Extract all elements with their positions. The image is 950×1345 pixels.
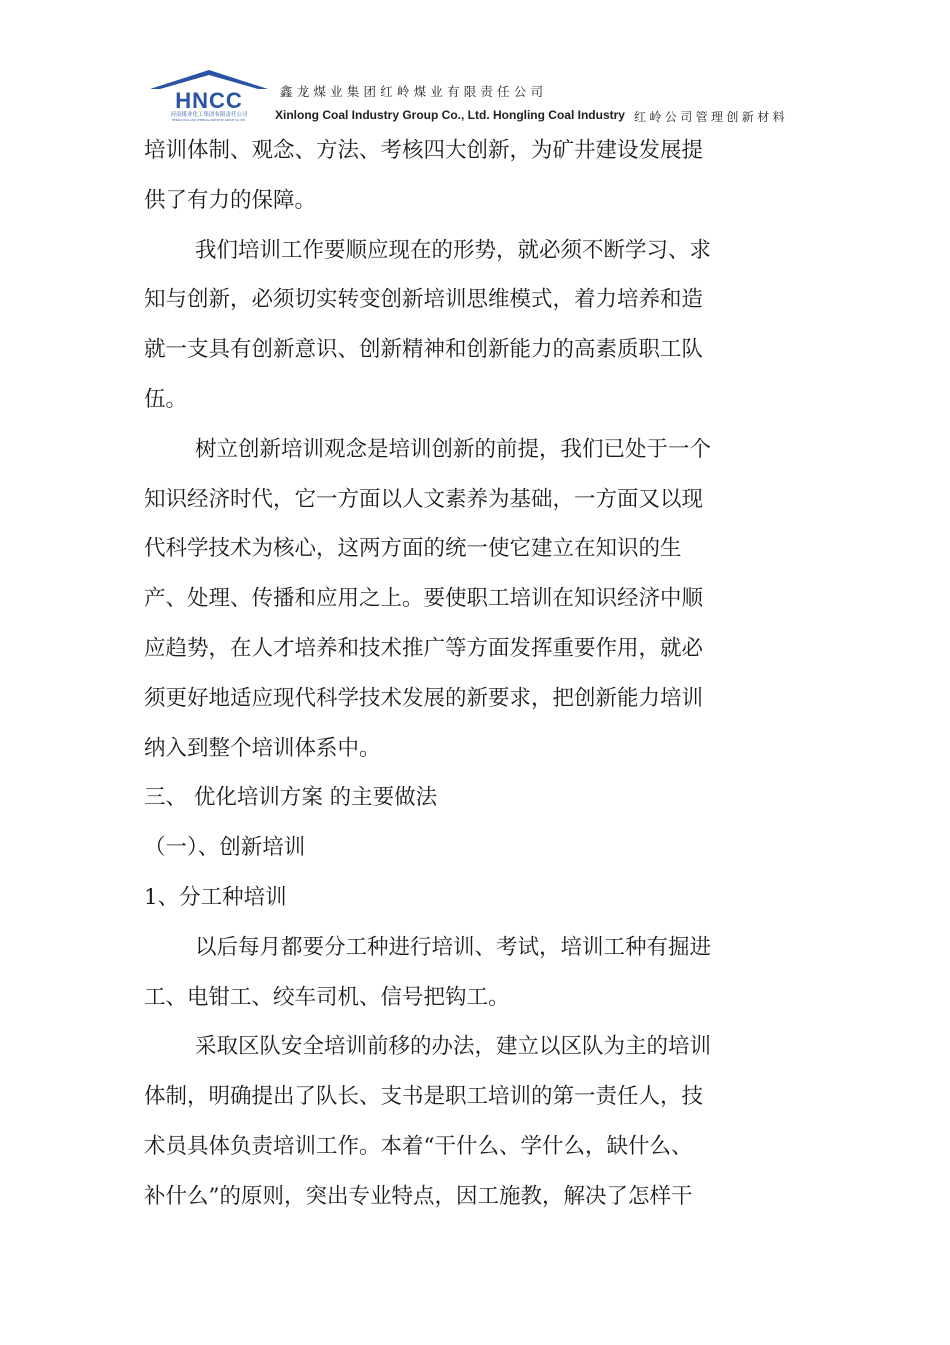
hncc-logo bbox=[146, 70, 272, 122]
item-heading: 1、分工种培训 bbox=[144, 884, 287, 910]
body-line: 产、处理、传播和应用之上。要使职工培训在知识经济中顺 bbox=[144, 586, 704, 612]
body-line: 伍。 bbox=[144, 386, 188, 412]
body-line: 知与创新，必须切实转变创新培训思维模式，着力培养和造 bbox=[144, 287, 704, 313]
body-line: 纳入到整个培训体系中。 bbox=[144, 735, 381, 761]
logo-abbr: HNCC bbox=[175, 88, 243, 113]
body-line: 供了有力的保障。 bbox=[144, 187, 317, 213]
body-line: 须更好地适应现代科学技术发展的新要求，把创新能力培训 bbox=[144, 685, 704, 711]
body-line: 术员具体负责培训工作。本着“干什么、学什么，缺什么、 bbox=[144, 1133, 693, 1159]
body-line: 知识经济时代，它一方面以人文素养为基础，一方面又以现 bbox=[144, 486, 704, 512]
body-line: 工、电钳工、绞车司机、信号把钩工。 bbox=[144, 984, 510, 1010]
section-heading: 三、 优化培训方案 的主要做法 bbox=[144, 785, 438, 811]
logo-small-text: 河南煤业化工集团有限责任公司 bbox=[170, 112, 248, 118]
body-line: 以后每月都要分工种进行培训、考试，培训工种有掘进 bbox=[195, 934, 712, 960]
body-line: 应趋势，在人才培养和技术推广等方面发挥重要作用，就必 bbox=[144, 635, 704, 661]
company-name-cn: 鑫龙煤业集团红岭煤业有限责任公司 bbox=[280, 84, 548, 99]
body-line: 树立创新培训观念是培训创新的前提，我们已处于一个 bbox=[195, 436, 712, 462]
body-line: 采取区队安全培训前移的办法，建立以区队为主的培训 bbox=[195, 1034, 712, 1060]
body-line: 代科学技术为核心，这两方面的统一使它建立在知识的生 bbox=[144, 536, 682, 562]
subsection-heading: （一）、创新培训 bbox=[144, 835, 306, 861]
body-line: 就一支具有创新意识、创新精神和创新能力的高素质职工队 bbox=[144, 337, 704, 363]
body-line: 培训体制、观念、方法、考核四大创新，为矿井建设发展提 bbox=[144, 138, 704, 163]
company-name-en: Xinlong Coal Industry Group Co., Ltd. Hongling Coal Industry bbox=[275, 108, 625, 122]
document-body bbox=[144, 126, 764, 1222]
body-line: 补什么”的原则，突出专业特点，因工施教，解决了怎样干 bbox=[144, 1183, 693, 1209]
document-category: 红岭公司管理创新材料 bbox=[634, 110, 789, 124]
page-header bbox=[146, 70, 826, 126]
logo-roof-shape bbox=[150, 70, 268, 89]
body-line: 体制，明确提出了队长、支书是职工培训的第一责任人，技 bbox=[144, 1084, 704, 1110]
body-line: 我们培训工作要顺应现在的形势，就必须不断学习、求 bbox=[195, 237, 712, 263]
logo-tiny-text: HENAN COAL AND CHEMICAL INDUSTRY GROUP CO.,LTD. bbox=[172, 119, 246, 122]
